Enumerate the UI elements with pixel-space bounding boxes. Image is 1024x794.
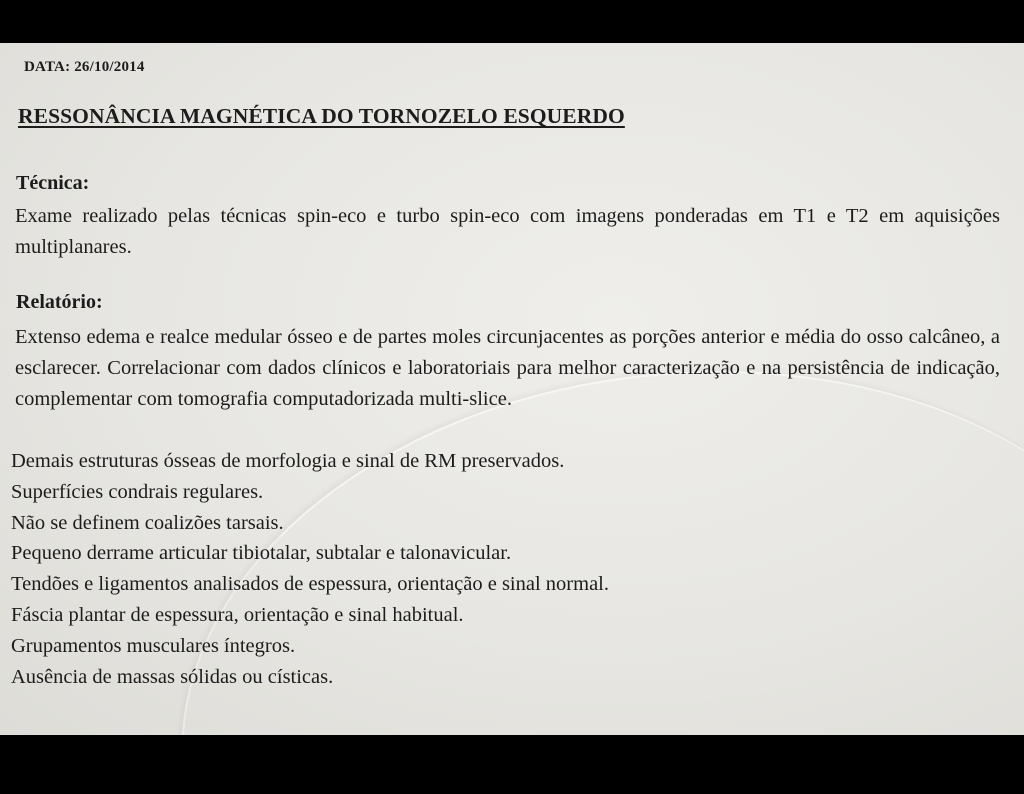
finding-line: Não se definem coalizões tarsais. [11, 511, 284, 534]
finding-line: Grupamentos musculares íntegros. [11, 634, 296, 657]
tecnica-heading: Técnica: [16, 172, 90, 194]
paper-sheet [0, 43, 1024, 735]
report-date: DATA: 26/10/2014 [24, 59, 145, 75]
finding-line: Ausência de massas sólidas ou císticas. [11, 665, 334, 688]
finding-line: Pequeno derrame articular tibiotalar, subtalar e talonavicular. [11, 542, 512, 565]
mri-report [0, 43, 1024, 735]
relatorio-heading: Relatório: [16, 291, 103, 313]
finding-line: Superfícies condrais regulares. [11, 480, 264, 503]
report-title: RESSONÂNCIA MAGNÉTICA DO TORNOZELO ESQUERDO [18, 104, 625, 128]
finding-line: Fáscia plantar de espessura, orientação e sinal habitual. [11, 603, 464, 626]
relatorio-paragraph: Extenso edema e realce medular ósseo e de partes moles circunjacentes as porções anterior e média do osso calcâneo, a esclarecer. Correlacionar com dados clínicos e laboratoriais para melhor caracterização e na persistência de indicação, complementar com tomografia computadorizada multi-slice. [15, 326, 1000, 410]
finding-line: Tendões e ligamentos analisados de espessura, orientação e sinal normal. [11, 573, 609, 596]
finding-line: Demais estruturas ósseas de morfologia e sinal de RM preservados. [11, 450, 565, 472]
relatorio-findings [11, 446, 609, 692]
tecnica-text: Exame realizado pelas técnicas spin-eco e turbo spin-eco com imagens ponderadas em T1 e T2 em aquisições multiplanares. [15, 205, 1000, 258]
